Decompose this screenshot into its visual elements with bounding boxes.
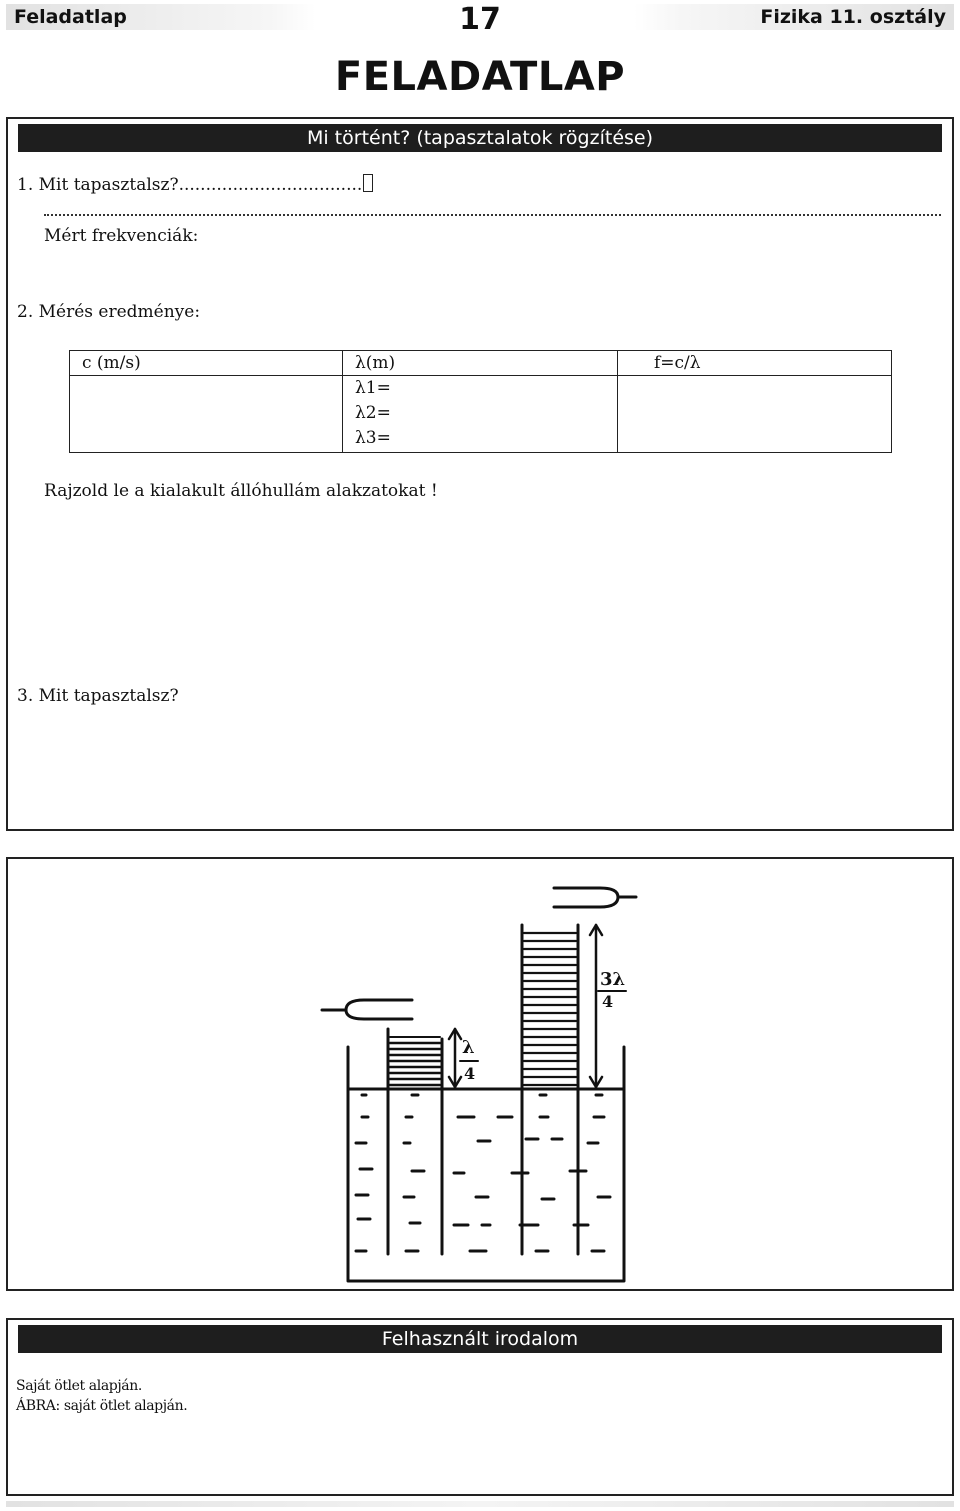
answer-dotted-line: [44, 214, 941, 216]
results-table-row: [70, 376, 892, 453]
tuning-fork-large: [554, 888, 636, 907]
header-frequency: f=c/λ: [618, 351, 892, 376]
resonance-tube-figure: [8, 859, 952, 1289]
footer-band: [6, 1501, 954, 1507]
small-tube: [388, 1029, 442, 1254]
label-large-denominator: 4: [602, 992, 614, 1011]
draw-prompt: Rajzold le a kialakult állóhullám alakzatokat !: [44, 481, 438, 501]
section-bar-literature: Felhasznált irodalom: [18, 1325, 942, 1353]
cell-speed[interactable]: [70, 376, 343, 453]
tuning-fork-small: [322, 1000, 412, 1019]
water-dashes: [356, 1095, 610, 1251]
label-small-fraction: [460, 1037, 478, 1083]
label-large-numerator: 3λ: [600, 969, 626, 990]
page-number: 17: [459, 2, 501, 37]
lambda-1: λ1=: [355, 378, 391, 398]
small-quarter-wave-arrow: [449, 1029, 461, 1087]
question-3: 3. Mit tapasztalsz?: [17, 686, 179, 706]
lambda-2: λ2=: [355, 403, 391, 423]
lambda-3: λ3=: [355, 428, 391, 448]
label-small-denominator: 4: [464, 1064, 476, 1083]
measured-frequencies-label: Mért frekvenciák:: [44, 226, 199, 246]
question-2: 2. Mérés eredménye:: [17, 302, 201, 322]
literature-line-2: ÁBRA: saját ötlet alapján.: [16, 1398, 188, 1414]
results-table-header-row: [70, 351, 892, 376]
literature-line-1: Saját ötlet alapján.: [16, 1378, 142, 1394]
large-three-quarter-wave-arrow: [590, 925, 602, 1087]
checkbox-glyph: [363, 174, 373, 192]
header-left-label: Feladatlap: [14, 6, 127, 28]
header-wavelength: λ(m): [343, 351, 618, 376]
cell-frequency[interactable]: [618, 376, 892, 453]
question-1-text: 1. Mit tapasztalsz?..................................: [17, 175, 363, 195]
label-small-numerator: λ: [462, 1037, 475, 1058]
tasks-box: [6, 117, 954, 831]
header-speed: c (m/s): [70, 351, 343, 376]
page-title: FELADATLAP: [334, 54, 626, 100]
results-table: [69, 350, 892, 453]
question-1: [17, 174, 373, 195]
section-bar-observations: Mi történt? (tapasztalatok rögzítése): [18, 124, 942, 152]
cell-wavelengths[interactable]: [343, 376, 618, 453]
header-right-label: Fizika 11. osztály: [760, 6, 946, 28]
label-large-fraction: [598, 969, 626, 1011]
figure-box: [6, 857, 954, 1291]
